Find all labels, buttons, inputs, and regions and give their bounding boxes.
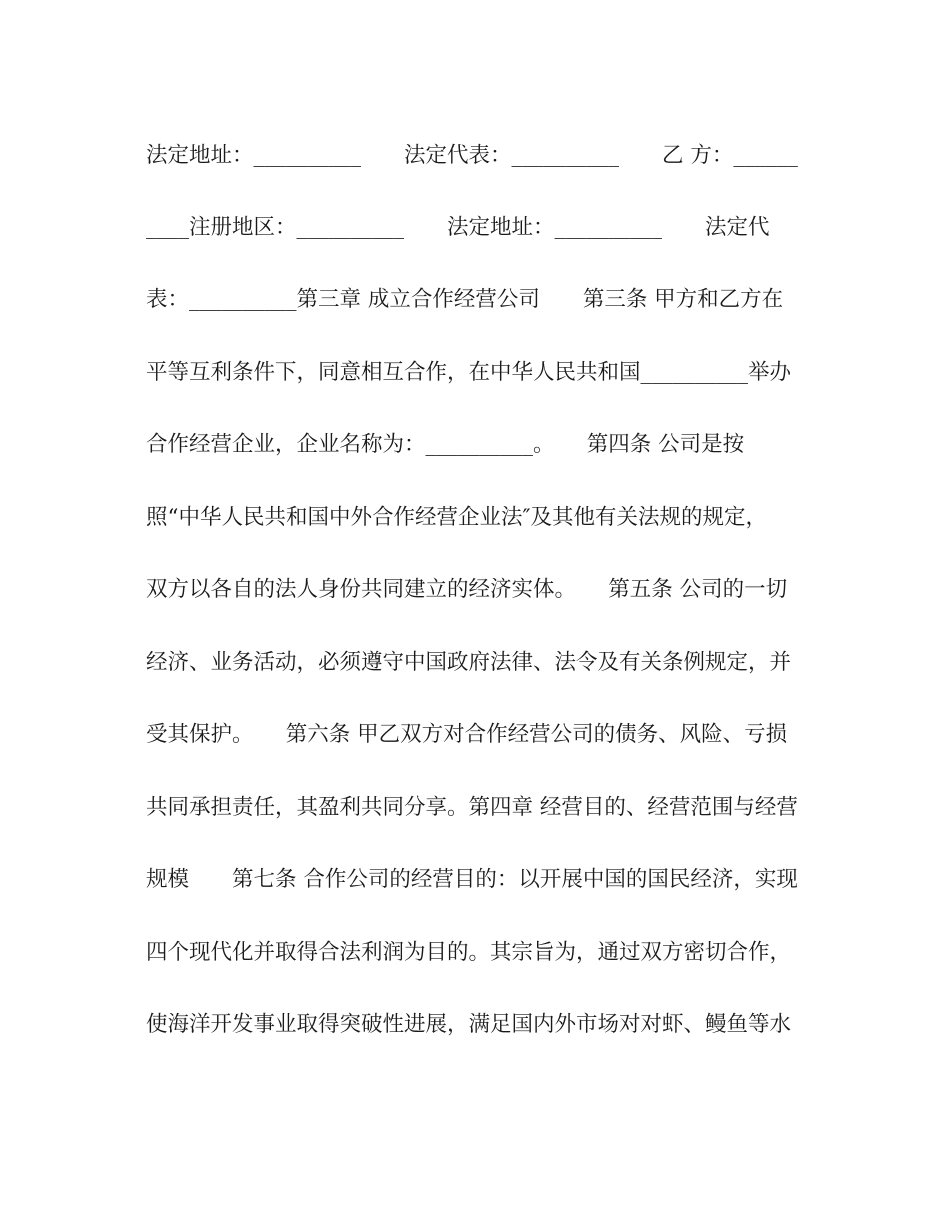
text-line: 平等互利条件下，同意相互合作，在中华人民共和国__________举办 bbox=[146, 360, 792, 385]
text-line: 双方以各自的法人身份共同建立的经济实体。 第五条 公司的一切 bbox=[146, 577, 788, 602]
text-line: ____注册地区：__________ 法定地址：__________ 法定代 bbox=[146, 215, 770, 240]
text-line: 使海洋开发事业取得突破性进展，满足国内外市场对对虾、鳗鱼等水 bbox=[146, 1012, 792, 1037]
text-line: 规模 第七条 合作公司的经营目的：以开展中国的国民经济，实现 bbox=[146, 867, 798, 892]
text-line: 表：__________第三章 成立合作经营公司 第三条 甲方和乙方在 bbox=[146, 287, 784, 312]
text-line: 合作经营企业，企业名称为：__________。 第四条 公司是按 bbox=[146, 432, 745, 457]
text-line: 共同承担责任，其盈利共同分享。第四章 经营目的、经营范围与经营 bbox=[146, 795, 798, 820]
text-line: 照“中华人民共和国中外合作经营企业法″及其他有关法规的规定， bbox=[146, 505, 768, 530]
text-line: 经济、业务活动，必须遵守中国政府法律、法令及有关条例规定，并 bbox=[146, 650, 792, 675]
text-line: 受其保护。 第六条 甲乙双方对合作经营公司的债务、风险、亏损 bbox=[146, 722, 788, 747]
text-line: 法定地址：__________ 法定代表：__________ 乙 方：______ bbox=[146, 143, 798, 168]
text-line: 四个现代化并取得合法利润为目的。其宗旨为，通过双方密切合作， bbox=[146, 940, 792, 965]
